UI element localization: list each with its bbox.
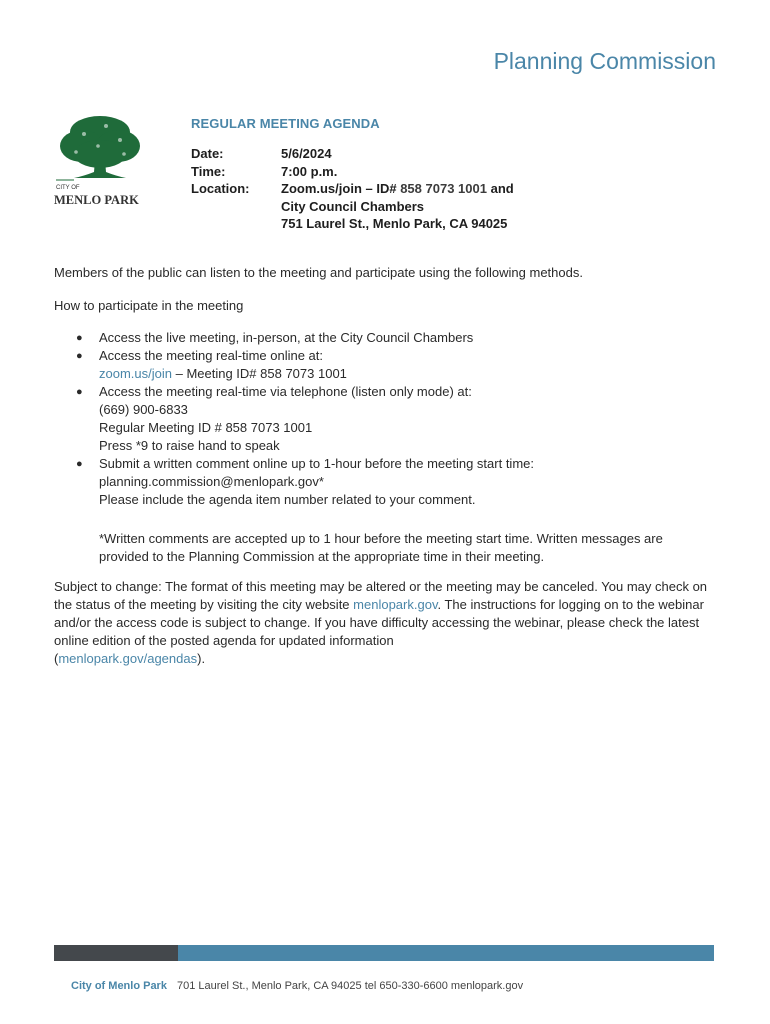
time-value: 7:00 p.m. [281,163,338,179]
logo-city-of: CITY OF [56,185,80,191]
list-item: ● Access the meeting real-time online at: zoom.us/join – Meeting ID# 858 7073 1001 [76,348,347,381]
list-item: ● Access the meeting real-time via telephone (listen only mode) at: (669) 900-6833 Regular Meeting ID # 858 7073 1001 Press *9 to raise hand to speak [76,384,472,453]
footer-bar-dark [54,945,178,961]
menlopark-link[interactable]: menlopark.gov [353,597,438,612]
location-label: Location: [191,181,250,196]
footer-city: City of Menlo Park [71,980,167,992]
city-logo [54,112,146,208]
written-comments-note: *Written comments are accepted up to 1 hour before the meeting start time. Written messages are provided to the Planning Commission at the appropriate time in their meeting. [99,531,663,564]
bullet-icon: ● [76,386,83,398]
agendas-link[interactable]: menlopark.gov/agendas [58,651,198,666]
agenda-heading: REGULAR MEETING AGENDA [191,116,380,131]
date-value: 5/6/2024 [281,146,332,161]
comment-email: planning.commission@menlopark.gov* [99,474,324,489]
time-label: Time: [191,163,226,179]
bullet-icon: ● [76,458,83,470]
bullet-icon: ● [76,332,83,344]
list-item: ● Submit a written comment online up to 1-hour before the meeting start time: planning.commission@menlopark.gov* Please include the agenda item number related to your comment. [76,456,534,507]
footer-bar-blue [178,945,714,961]
location-value: Zoom.us/join – ID# 858 7073 1001 and [281,181,514,196]
bullet-icon: ● [76,350,83,362]
participation-list [76,329,716,509]
tree-icon [60,116,140,178]
page-footer [71,980,523,992]
how-to-heading: How to participate in the meeting [54,298,244,313]
date-label: Date: [191,146,224,161]
logo-menlo-park: MENLO PARK [54,193,139,207]
footer-address: 701 Laurel St., Menlo Park, CA 94025 tel 650-330-6600 menlopark.gov [176,980,524,992]
subject-to-change-text: Subject to change: The format of this meeting may be altered or the meeting may be canceled. You may check on the status of the meeting by visiting the city website menlopark.gov. The instructions for logging on to the webinar and/or the access code is subject to change. If you have difficulty accessing the webinar, please check the latest online edition of the posted agenda for updated information (menlopark.gov/agendas). [54,579,708,666]
intro-text: Members of the public can listen to the meeting and participate using the following methods. [54,265,583,280]
list-item: ● Access the live meeting, in-person, at the City Council Chambers [76,330,474,345]
location-line-3: 751 Laurel St., Menlo Park, CA 94025 [281,216,508,231]
location-line-2: City Council Chambers [281,198,425,214]
page-title: Planning Commission [493,48,716,74]
meeting-details [191,145,581,233]
zoom-link[interactable]: zoom.us/join [99,366,172,381]
